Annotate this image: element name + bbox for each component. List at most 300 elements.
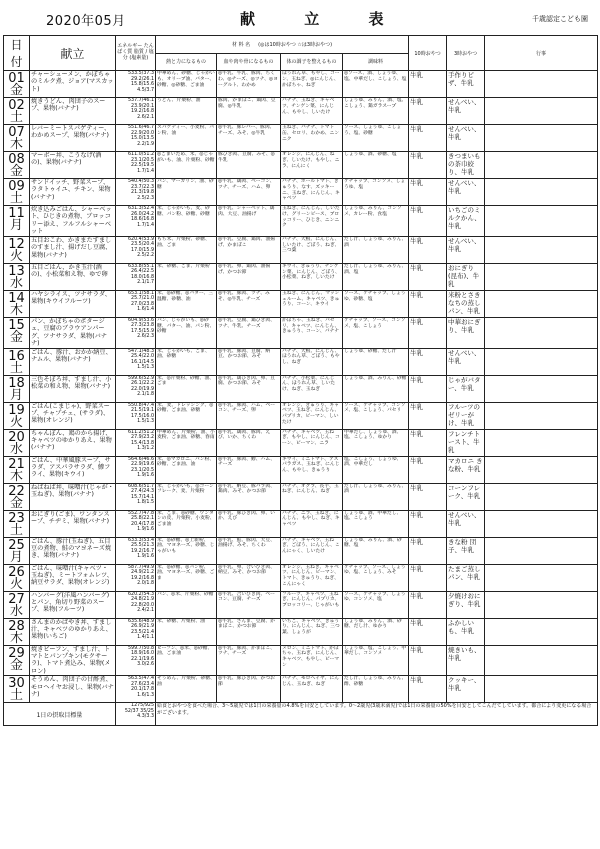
day-number: 21 — [8, 456, 25, 472]
body-ingredients: オレンジ、きゅうり、キャベツ、玉ねぎ、にんじん、パプリカ、ピーマン、しいたけ — [281, 402, 343, 429]
day-of-week: 金 — [9, 83, 23, 98]
menu-dish: パン、かぼちゃのポタージュ、豆腐のブラウアンパーグ、ツナサラダ、果物(バナナ) — [30, 317, 116, 348]
col-date-header: 日付 — [4, 36, 30, 71]
date-cell — [4, 537, 30, 564]
blood-ingredients: ◎牛乳、豆腐、鶏肉、油揚げ、かまぼこ — [217, 236, 281, 263]
blood-ingredients: 豚ひき肉、豆腐、みそ、◎牛乳 — [217, 152, 281, 179]
energy-ingredients: 米、じゃがいも、◎コーンフレーク、麦、片栗粉 — [156, 483, 217, 510]
seasonings: 塩、こしょう、しょうゆ、酒、中華だし — [343, 456, 409, 483]
date-cell — [4, 206, 30, 237]
page-header — [0, 8, 600, 30]
nutrition-values: 653.1/58.1 25.7/21.0 27.0/23.8 1.6/1.4 — [116, 290, 156, 317]
snack-3pm: せんべい、牛乳 — [447, 179, 485, 206]
snack-10am: 牛乳 — [409, 263, 447, 290]
day-of-week: 土 — [9, 522, 23, 537]
date-cell — [4, 290, 30, 317]
snack-10am: 牛乳 — [409, 179, 447, 206]
nutrition-values: 563.5/47.4 27.6/23.4 20.1/17.8 1.6/1.3 — [116, 676, 156, 703]
blood-ingredients: ◎牛乳、合いびき肉、ベーコン、豆腐、チーズ — [217, 591, 281, 618]
date-cell — [4, 510, 30, 537]
day-number: 22 — [8, 483, 25, 499]
day-of-week: 土 — [9, 110, 23, 125]
table-row — [4, 591, 598, 618]
body-ingredients: いちご、キャベツ、きゅうり、にんじん、ねぎ、三つ葉、しょうが — [281, 618, 343, 645]
energy-ingredients: 中華めん、砂糖、じゃがいも、オリーブ油、バター、砂糖、◎砂糖、ごま油 — [156, 71, 217, 98]
day-of-week: 土 — [9, 191, 23, 206]
snack-10am: 牛乳 — [409, 348, 447, 375]
snack-3pm: いちごのミルクかん、牛乳 — [447, 206, 485, 237]
snack-3pm: せんべい、牛乳 — [447, 236, 485, 263]
energy-ingredients: ◎ごまいため、米、◎じゃがいも、油、片栗粉、砂糖 — [156, 152, 217, 179]
snack-10am: 牛乳 — [409, 645, 447, 676]
date-cell — [4, 348, 30, 375]
menu-dish: チャーシューメン、かぼちゃのミルク煮、ジョア(マスカット) — [30, 71, 116, 98]
energy-ingredients: 中華めん、片栗粉、油、小麦粉、ごま油、砂糖、春雨 — [156, 429, 217, 456]
event — [485, 179, 598, 206]
day-number: 29 — [8, 645, 25, 661]
nutrition-values: 633.3/53.4 25.5/21.3 19.2/16.7 1.9/1.6 — [116, 537, 156, 564]
table-row — [4, 125, 598, 152]
day-of-week: 土 — [9, 360, 23, 375]
menu-dish: 五目おこわ、かきまたすましのすまし汁、揚げだし豆腐、果物(バナナ) — [30, 236, 116, 263]
table-row — [4, 290, 598, 317]
nutrition-values: 620.4/53.9 23.5/20.4 17.0/15.9 2.5/2.2 — [116, 236, 156, 263]
snack-10am: 牛乳 — [409, 429, 447, 456]
nutrition-values: 550.8/47.4 21.5/19.1 17.5/16.0 1.5/1.3 — [116, 402, 156, 429]
snack-10am: 牛乳 — [409, 402, 447, 429]
energy-ingredients: スパゲティー、小麦粉、パン粉、油 — [156, 125, 217, 152]
blood-ingredients: ◎牛乳、牛乳、豚肉、ちくわ、◎チーズ、◎ツナ、◎ヨーグルト、わかめ — [217, 71, 281, 98]
event — [485, 510, 598, 537]
energy-ingredients: ビーフン、◎米、◎砂糖、油、ごま油 — [156, 645, 217, 676]
nutrition-values: 611.2/51.2 27.9/23.2 15.4/13.8 1.3/1.2 — [116, 429, 156, 456]
table-row — [4, 98, 598, 125]
body-ingredients: キウイ、きゅうり、チンゲン菜、にんじん、ごぼう、小松菜、ねぎ、しいたけ — [281, 263, 343, 290]
blood-ingredients: 豚肉、かまぼこ、鶏肉、豆腐、◎牛乳 — [217, 98, 281, 125]
date-cell — [4, 375, 30, 402]
day-of-week: 月 — [9, 549, 23, 564]
snack-10am: 牛乳 — [409, 483, 447, 510]
menu-table — [3, 35, 598, 726]
body-ingredients: かぼちゃ、玉ねぎ、パセリ、キャベツ、にんじん、きゅうり、コーン、バナナ — [281, 317, 343, 348]
body-ingredients: バナナ、大根、にんじん、しいたけ、ごぼう、ねぎ、三つ葉 — [281, 236, 343, 263]
nutrition-values: 587.7/49.9 24.9/21.2 19.2/16.8 2.0/1.8 — [116, 564, 156, 591]
col-energy-group-header: 熱と力になるもの — [156, 53, 217, 71]
body-ingredients: メロン、ミニトマト、かぼちゃ、玉ねぎ、にんじん、キャベツ、もやし、ピーマン — [281, 645, 343, 676]
body-ingredients: バナナ、ニラ、玉ねぎ、にんじん、もやし、ねぎ、キャベツ — [281, 510, 343, 537]
nutrition-values: 552.7/47.8 25.8/22.1 20.4/17.8 1.9/1.6 — [116, 510, 156, 537]
snack-10am: 牛乳 — [409, 71, 447, 98]
seasonings: だし汁、しょうゆ、みりん、酢、砂糖 — [343, 676, 409, 703]
seasonings: しょうゆ、みりん、酒、砂糖、塩 — [343, 537, 409, 564]
date-cell — [4, 236, 30, 263]
energy-ingredients: 米、◎砂糖、◎バター、三温糖、砂糖、油 — [156, 290, 217, 317]
table-row — [4, 236, 598, 263]
day-number: 16 — [8, 348, 25, 364]
blood-ingredients: ◎牛乳、卵、合いびき肉、納豆、みそ、かつお節 — [217, 564, 281, 591]
col-snack10-header: 10時おやつ — [409, 36, 447, 71]
snack-3pm: コーンフレーク、牛乳 — [447, 483, 485, 510]
seasonings: ソース、ケチャップ、しょうゆ、コンソメ、塩 — [343, 591, 409, 618]
menu-dish: おにぎり(ごま)、ワンタンスープ、チヂミ、果物(バナナ) — [30, 510, 116, 537]
day-of-week: 月 — [9, 387, 23, 402]
table-row — [4, 564, 598, 591]
body-ingredients: バナナ、キャベツ、玉ねぎ、ごぼう、にんじん、こんにゃく、しいたけ — [281, 537, 343, 564]
date-cell — [4, 125, 30, 152]
day-of-week: 月 — [9, 218, 23, 233]
day-number: 20 — [8, 429, 25, 445]
table-row — [4, 179, 598, 206]
blood-ingredients: ◎牛乳、鶏肉、ベーコン、ツナ、チーズ、ハム、卵 — [217, 179, 281, 206]
day-of-week: 水 — [9, 275, 23, 291]
event — [485, 317, 598, 348]
menu-dish: ごはん、中華風豚スープ、サラダ、アスパラサラダ、鯵フライ、果物(キウイ) — [30, 456, 116, 483]
blood-ingredients: ◎牛乳、豚レバー、豚肉、チーズ、みそ、◎牛乳 — [217, 125, 281, 152]
menu-dish: サンドイッチ、野菜スープ、ラタトゥイユ、チキン、果物(バナナ) — [30, 179, 116, 206]
nutrition-values: 551.6/46.7 22.9/20.0 15.0/13.5 2.2/1.9 — [116, 125, 156, 152]
menu-dish: そうめん、肉団子の甘酢煮、モロヘイヤお浸し、果物(バナナ) — [30, 676, 116, 703]
body-ingredients: 玉ねぎ、にんじん、しいたけ、グリーンピース、ブロッコリー、ひじき、ニンニク — [281, 206, 343, 237]
footer-nutrition: 1275/925 52/37 35/25 4.3/3.3 — [116, 703, 156, 726]
snack-10am: 牛乳 — [409, 125, 447, 152]
menu-dish: ハンバーグ(洋風ハンバーグ)とパン、角切り野菜のスープ、果物(フルーツ) — [30, 591, 116, 618]
event — [485, 564, 598, 591]
snack-3pm: きな粉 団子、牛乳 — [447, 537, 485, 564]
day-number: 19 — [8, 402, 25, 418]
col-menu-header: 献立 — [30, 36, 116, 71]
seasonings: しょうゆ、塩、こしょう、中華だし、コンソメ — [343, 645, 409, 676]
event — [485, 618, 598, 645]
event — [485, 483, 598, 510]
body-ingredients: オレンジ、玉ねぎ、キャベツ、にんじん、ピーマン、トマト、きゅうり、ねぎ、こんにゃく — [281, 564, 343, 591]
body-ingredients: バナナ、玉ねぎ、キャベツ、チンゲン菜、にんじん、もやし、しいたけ — [281, 98, 343, 125]
date-cell — [4, 483, 30, 510]
menu-dish: ごはん(こまじゃ)、野菜スープ、チャプチェ、(サラダ)、果物(オレンジ) — [30, 402, 116, 429]
menu-dish: ごはん、豚汁(玉ねぎ)、五目豆の煮物、鮭のマヨネーズ焼き、果物(バナナ) — [30, 537, 116, 564]
table-row — [4, 402, 598, 429]
blood-ingredients: ◎牛乳、豚肉、豆腐、納豆、かつお節、みそ — [217, 348, 281, 375]
menu-dish: レバーミートスパゲティー、わかめスープ、果物(バナナ) — [30, 125, 116, 152]
materials-note: (◎は10時おやつ ☆は3時おやつ) — [258, 41, 333, 48]
event — [485, 402, 598, 429]
energy-ingredients: 米、砂糖、片栗粉、油 — [156, 618, 217, 645]
event — [485, 645, 598, 676]
day-number: 14 — [8, 290, 25, 306]
menu-dish: 焼きうどん、肉団子のスープ、果物(バナナ) — [30, 98, 116, 125]
snack-3pm: 中華おにぎり、牛乳 — [447, 317, 485, 348]
blood-ingredients: ◎牛乳、豆腐、鶏ひき肉、ツナ、牛乳、チーズ — [217, 317, 281, 348]
event — [485, 456, 598, 483]
energy-ingredients: 米、じゃがいも、麦、砂糖、パン粉、砂糖、砂糖 — [156, 206, 217, 237]
day-number: 12 — [8, 236, 25, 252]
nutrition-values: 608.6/51.7 27.4/24.3 15.7/14.1 1.8/1.5 — [116, 483, 156, 510]
body-ingredients: キウイ、ミニトマト、アスパラガス、玉ねぎ、にんじん、もやし、きゅうり — [281, 456, 343, 483]
event — [485, 263, 598, 290]
energy-ingredients: パン、マーガリン、油、砂糖 — [156, 179, 217, 206]
day-of-week: 火 — [9, 414, 23, 429]
menu-dish: 炊き込みごはん、シャーベット、ひじきの煮物、ブロッコリー添え、フルフルシャーベット — [30, 206, 116, 237]
snack-3pm: せんべい、牛乳 — [447, 98, 485, 125]
day-of-week: 金 — [9, 657, 23, 673]
event — [485, 290, 598, 317]
footer-label: 1日の摂取目標量 — [4, 703, 116, 726]
day-number: 27 — [8, 591, 25, 607]
snack-10am: 牛乳 — [409, 456, 447, 483]
menu-dish: ちゃんぽん、鶏のから揚げ、キャベツのゆかりあえ、果物(バナナ) — [30, 429, 116, 456]
seasonings: ソース、しょうゆ、こしょう、塩、砂糖 — [343, 125, 409, 152]
nutrition-values: 633.8/55.1 26.4/22.5 18.0/16.8 2.1/1.7 — [116, 263, 156, 290]
body-ingredients: バナナ、キャベツ、玉ねぎ、もやし、にんじん、コーン、ピーマン、ニラ — [281, 429, 343, 456]
date-cell — [4, 429, 30, 456]
event — [485, 206, 598, 237]
energy-ingredients: もち米、片栗粉、砂糖、油、ごま — [156, 236, 217, 263]
col-materials-header — [156, 36, 409, 54]
energy-ingredients: 米、◎砂糖、◎上新粉、油、マヨネーズ、砂糖、じゃがいも — [156, 537, 217, 564]
energy-ingredients: 米、砂糖、ごま、片栗粉 — [156, 263, 217, 290]
date-cell — [4, 645, 30, 676]
snack-3pm: ふかしいも、牛乳 — [447, 618, 485, 645]
nutrition-values: 540.4/50.3 23.7/22.3 21.3/19.8 2.5/2.3 — [116, 179, 156, 206]
snack-10am: 牛乳 — [409, 375, 447, 402]
event — [485, 125, 598, 152]
organization-name: 千歳認定こども園 — [532, 15, 588, 23]
day-number: 26 — [8, 564, 25, 580]
energy-ingredients: パン、◎米、片栗粉、砂糖 — [156, 591, 217, 618]
seasonings: ◎ソース、酒、しょうゆ、塩、中華だし、こしょう、塩 — [343, 71, 409, 98]
day-of-week: 水 — [9, 603, 23, 618]
menu-dish: ねばねば丼、味噌汁(じゃが・玉ねぎ)、果物(バナナ) — [30, 483, 116, 510]
blood-ingredients: ◎牛乳、鮭、豚肉、大豆、油揚げ、みそ、ちくわ — [217, 537, 281, 564]
table-row — [4, 71, 598, 98]
seasonings: だし汁、しょうゆ、みりん、酒 — [343, 483, 409, 510]
energy-ingredients: 米、◎マカロニ、パン粉、砂糖、ごま油、油 — [156, 456, 217, 483]
event — [485, 676, 598, 703]
date-cell — [4, 98, 30, 125]
date-cell — [4, 456, 30, 483]
snack-10am: 牛乳 — [409, 510, 447, 537]
date-cell — [4, 564, 30, 591]
blood-ingredients: ◎牛乳、豚肉、ツナ、みそ、◎牛乳、チーズ — [217, 290, 281, 317]
date-cell — [4, 618, 30, 645]
day-number: 02 — [8, 98, 25, 113]
body-ingredients: バナナ、モロヘイヤ、にんじん、玉ねぎ、ねぎ — [281, 676, 343, 703]
day-number: 30 — [8, 676, 25, 692]
col-energy-header: エネルギー たんぱく質 脂質 / 塩分 (塩素量) — [116, 36, 156, 71]
menu-rows — [4, 71, 598, 703]
blood-ingredients: ◎牛乳、豚ひき肉、卵、いか、えび — [217, 510, 281, 537]
snack-3pm: おにぎり(昆布)、牛乳 — [447, 263, 485, 290]
seasonings: しょうゆ、酒、みりん、砂糖 — [343, 375, 409, 402]
snack-10am: 牛乳 — [409, 676, 447, 703]
date-cell — [4, 71, 30, 98]
day-number: 25 — [8, 537, 25, 553]
seasonings: しょうゆ、みりん、酒、塩、こしょう、鶏ガラスープ — [343, 98, 409, 125]
blood-ingredients: ◎牛乳、豚肉、かまぼこ、ツナ、チーズ — [217, 645, 281, 676]
nutrition-values: 537.7/46.1 23.9/20.1 19.2/16.8 2.6/2.1 — [116, 98, 156, 125]
snack-3pm: 米粉とさきなちの蒸しパン、牛乳 — [447, 290, 485, 317]
snack-10am: 牛乳 — [409, 98, 447, 125]
date-cell — [4, 152, 30, 179]
blood-ingredients: ◎牛乳、豚肉、ハム、ベーコン、チーズ、卵 — [217, 402, 281, 429]
body-ingredients: バナナ、ホールトマト、きゅうり、なす、ズッキーニ、玉ねぎ、にんじん、キャベツ — [281, 179, 343, 206]
snack-3pm: クッキー、牛乳 — [447, 676, 485, 703]
table-row — [4, 152, 598, 179]
menu-dish: 五目ごはん、かき玉汁(酒の)、小松菜和え物、ゆで卵 — [30, 263, 116, 290]
body-ingredients: 玉ねぎ、バナナ、トマト缶、セロリ、わかめ、ニンニク — [281, 125, 343, 152]
table-row — [4, 618, 598, 645]
blood-ingredients: ◎牛乳、シャーベット、鶏肉、大豆、油揚げ — [217, 206, 281, 237]
day-of-week: 金 — [9, 495, 23, 510]
table-row — [4, 317, 598, 348]
seasonings: だし汁、しょうゆ、みりん、酒 — [343, 236, 409, 263]
day-of-week: 火 — [9, 248, 23, 264]
day-of-week: 金 — [9, 329, 23, 345]
energy-ingredients: うどん、片栗粉、油 — [156, 98, 217, 125]
day-number: 15 — [8, 317, 25, 333]
day-of-week: 火 — [9, 576, 23, 591]
day-of-week: 木 — [9, 137, 23, 152]
event — [485, 348, 598, 375]
day-number: 18 — [8, 375, 25, 391]
date-cell — [4, 676, 30, 703]
day-of-week: 水 — [9, 441, 23, 456]
body-ingredients: 玉ねぎ、にんじん、マッシュルーム、キャベツ、きゅうり、コーン、キウイ — [281, 290, 343, 317]
energy-ingredients: そうめん、片栗粉、砂糖、油 — [156, 676, 217, 703]
date-cell — [4, 591, 30, 618]
nutrition-values: 604.9/53.6 27.3/23.8 17.5/15.9 2.6/2.3 — [116, 317, 156, 348]
snack-3pm: せんべい、牛乳 — [447, 348, 485, 375]
col-events-header: 行事 — [485, 36, 598, 71]
col-seasoning-header: 調味料 — [343, 53, 409, 71]
year-month: 2020年05月 — [46, 14, 126, 29]
snack-10am: 牛乳 — [409, 591, 447, 618]
day-number: 13 — [8, 263, 25, 279]
seasonings: しょうゆ、酒、中華だし、塩、こしょう — [343, 510, 409, 537]
menu-dish: ごはん、味噌汁(キャベツ・玉ねぎ)、ミートフォムレツ、納豆サラダ、果物(オレンジ) — [30, 564, 116, 591]
event — [485, 429, 598, 456]
snack-10am: 牛乳 — [409, 290, 447, 317]
nutrition-values: 611.0/51.2 23.1/20.5 22.5/19.5 1.7/1.4 — [116, 152, 156, 179]
day-number: 28 — [8, 618, 25, 634]
table-row — [4, 510, 598, 537]
event — [485, 537, 598, 564]
date-cell — [4, 317, 30, 348]
snack-10am: 牛乳 — [409, 236, 447, 263]
menu-dish: ハヤシライス、ツナサラダ、果物(キウイフルーツ) — [30, 290, 116, 317]
snack-10am: 牛乳 — [409, 564, 447, 591]
snack-10am: 牛乳 — [409, 618, 447, 645]
nutrition-values: 631.3/52.4 26.0/24.2 18.6/16.8 1.7/1.4 — [116, 206, 156, 237]
blood-ingredients: ◎牛乳、豚ひき肉、かつお節 — [217, 676, 281, 703]
energy-ingredients: パン、じゃがいも、◎砂糖、バター、油、パン粉、砂糖 — [156, 317, 217, 348]
table-row — [4, 206, 598, 237]
materials-title: 材 料 名 — [232, 41, 251, 48]
day-of-week: 木 — [9, 302, 23, 318]
event — [485, 236, 598, 263]
event — [485, 591, 598, 618]
energy-ingredients: 米、◎片栗粉、砂糖、油、ごま — [156, 375, 217, 402]
seasonings: ソース、ケチャップ、コンソメ、塩、こしょう、パセリ — [343, 402, 409, 429]
snack-3pm: じゃがバター、牛乳 — [447, 375, 485, 402]
table-row — [4, 676, 598, 703]
nutrition-values: 564.6/46.6 22.9/19.6 23.1/20.5 1.9/1.6 — [116, 456, 156, 483]
energy-ingredients: 米、ごま、◎砂糖、ワンタンの皮、片栗粉、小麦粉、ごま油 — [156, 510, 217, 537]
snack-3pm: せんべい、牛乳 — [447, 510, 485, 537]
snack-3pm: 手作りピザ、牛乳 — [447, 71, 485, 98]
seasonings: ソース、ケチャップ、しょうゆ、砂糖、塩 — [343, 290, 409, 317]
col-snack3-header: 3時おやつ — [447, 36, 485, 71]
day-of-week: 木 — [9, 468, 23, 483]
menu-dish: マーボー丼、こうなげ(酒の)、果物(バナナ) — [30, 152, 116, 179]
menu-dish: 三色そぼろ丼、すまし汁、小松菜の和え物、果物(バナナ) — [30, 375, 116, 402]
blood-ingredients: ◎牛乳、鶏ひき肉、卵、豆腐、かつお節、みそ — [217, 375, 281, 402]
table-row — [4, 456, 598, 483]
snack-10am: 牛乳 — [409, 152, 447, 179]
day-number: 11 — [8, 206, 25, 221]
seasonings: しょうゆ、みりん、コンソメ、カレー粉、食塩 — [343, 206, 409, 237]
nutrition-values: 620.2/54.3 24.8/21.9 22.8/20.0 2.4/2.1 — [116, 591, 156, 618]
body-ingredients: バナナ、大根、にんじん、ほうれん草、ごぼう、もやし、ねぎ — [281, 348, 343, 375]
day-number: 23 — [8, 510, 25, 526]
table-row — [4, 483, 598, 510]
snack-3pm: フルーツのゼリーがけ、牛乳 — [447, 402, 485, 429]
table-row — [4, 263, 598, 290]
blood-ingredients: ◎牛乳、卵、鶏肉、油揚げ、かつお節 — [217, 263, 281, 290]
table-row — [4, 348, 598, 375]
menu-dish: さんまのかばやき丼、すまし汁、キャベツのゆかりあえ、果物(いちご) — [30, 618, 116, 645]
day-number: 09 — [8, 179, 25, 194]
snack-3pm: フレンチトースト、牛乳 — [447, 429, 485, 456]
day-of-week: 金 — [9, 164, 23, 179]
blood-ingredients: ◎牛乳、鶏肉、豚肉、えび、いか、ちくわ — [217, 429, 281, 456]
day-number: 07 — [8, 125, 25, 140]
table-row — [4, 537, 598, 564]
date-cell — [4, 179, 30, 206]
table-row — [4, 645, 598, 676]
seasonings: 中華だし、しょうゆ、酒、塩、こしょう、ゆかり — [343, 429, 409, 456]
nutrition-values: 599.6/52.9 26.1/22.2 22.0/19.9 2.1/1.8 — [116, 375, 156, 402]
seasonings: ケチャップ、ソース、コンソメ、塩、こしょう — [343, 317, 409, 348]
event — [485, 152, 598, 179]
energy-ingredients: 米、◎砂糖、◎パン粉、油、マヨネーズ、砂糖、ごま — [156, 564, 217, 591]
snack-10am: 牛乳 — [409, 537, 447, 564]
day-of-week: 木 — [9, 630, 23, 645]
snack-10am: 牛乳 — [409, 206, 447, 237]
table-row — [4, 429, 598, 456]
day-number: 01 — [8, 71, 25, 86]
blood-ingredients: ◎牛乳、豚肉、鯵、ハム、チーズ — [217, 456, 281, 483]
blood-ingredients: ◎牛乳、さんま、豆腐、かまぼこ、かつお節 — [217, 618, 281, 645]
footer-notes: 給食とおやつを食べた場合、3～5歳児では1日の栄養量の4.8%を目安としています。0～2歳児(3歳未満児)では1日の栄養量の50%を目安としてこんだてしています。都合により変更になる場合がございます。 — [156, 703, 598, 726]
nutrition-values: 533.5/37.3 29.2/26.1 15.8/15.6 4.5/3.7 — [116, 71, 156, 98]
body-ingredients: オレンジ、にんじん、ねぎ、しいたけ、もやし、ニラ、にんにく — [281, 152, 343, 179]
page-title: 献 立 表 — [240, 10, 406, 28]
nutrition-values: 635.6/48.9 26.9/21.9 23.5/21.4 1.4/1.1 — [116, 618, 156, 645]
event — [485, 71, 598, 98]
date-cell — [4, 402, 30, 429]
body-ingredients: バナナ、オクラ、長芋、玉ねぎ、にんじん、ねぎ — [281, 483, 343, 510]
col-body-group-header: 体の調子を整えるもの — [281, 53, 343, 71]
col-blood-group-header: 血や肉や骨になるもの — [217, 53, 281, 71]
date-cell — [4, 263, 30, 290]
snack-3pm: 焼きいも、牛乳 — [447, 645, 485, 676]
seasonings: だし汁、しょうゆ、みりん、酒、塩 — [343, 263, 409, 290]
seasonings: しょうゆ、みりん、酒、砂糖、だし汁、ゆかり — [343, 618, 409, 645]
snack-3pm: 夕焼けおにぎり、牛乳 — [447, 591, 485, 618]
seasonings: しょうゆ、酒、砂糖、塩 — [343, 152, 409, 179]
nutrition-values: 547.1/48.3 25.4/22.0 16.1/14.5 1.5/1.3 — [116, 348, 156, 375]
energy-ingredients: 米、麦、ドレッシング、◎砂糖、ごま油、砂糖 — [156, 402, 217, 429]
